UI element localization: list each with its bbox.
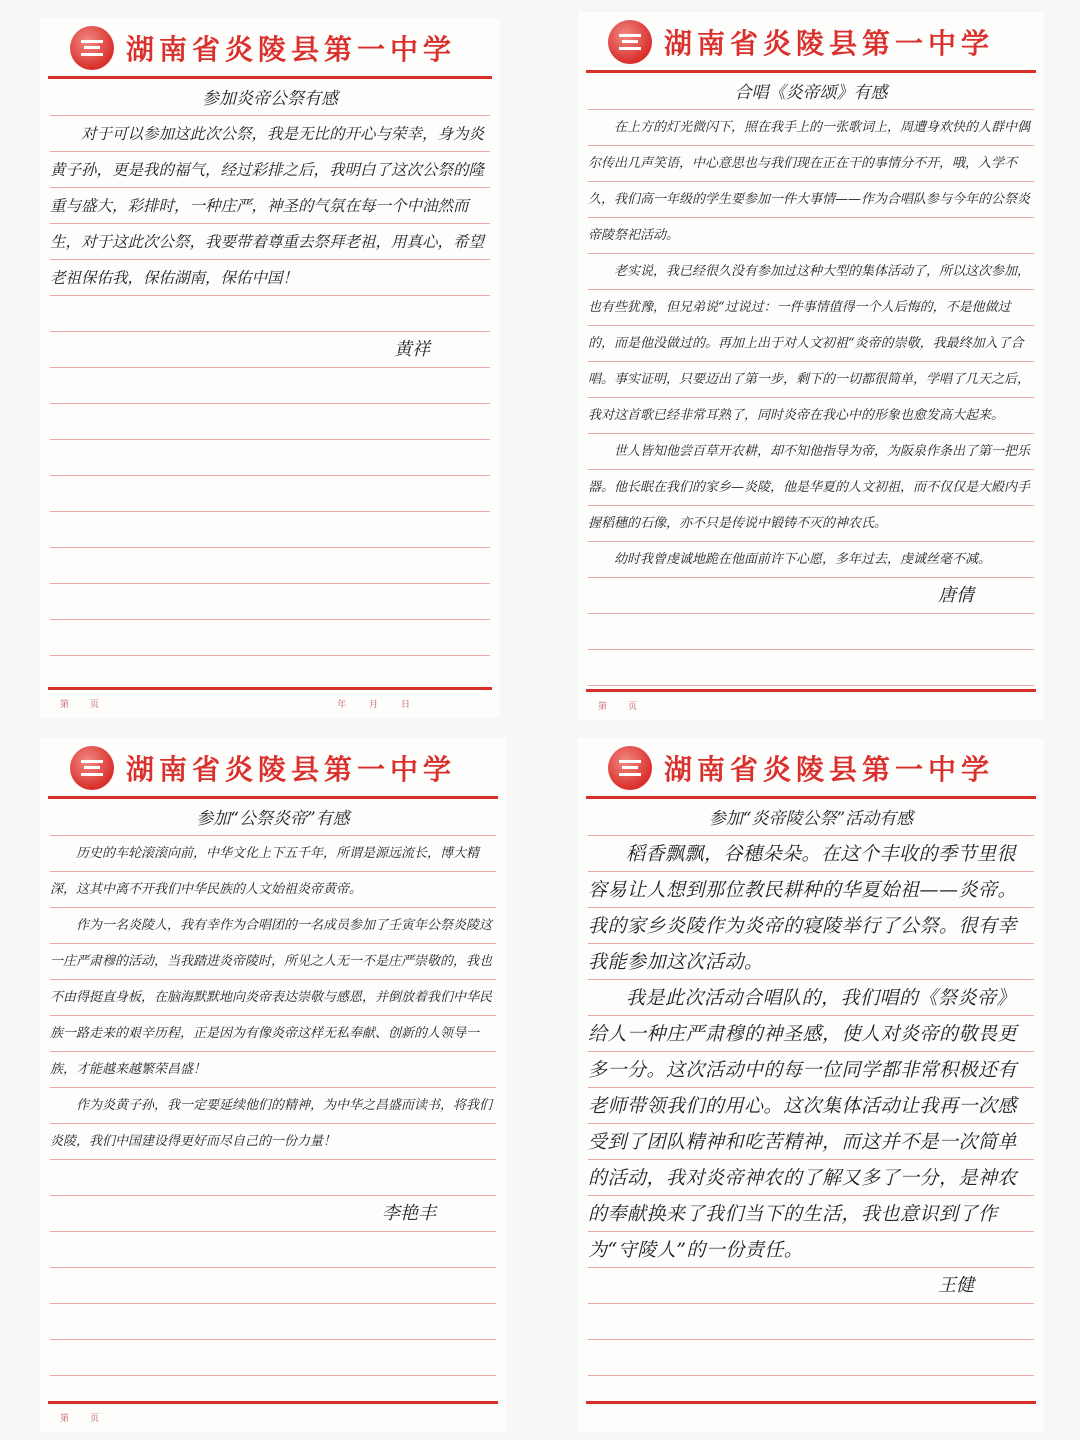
essay-paragraph: 我是此次活动合唱队的，我们唱的《祭炎帝》给人一种庄严肃穆的神圣感，使人对炎帝的敬畏更多一分。这次活动中的每一位同学都非常积极还有老师带领我们的用心。这次集体活动让我再一次感受到了团队精神和吃苦精神，而这并不是一次简单的活动，我对炎帝神农的了解又多了一分，是神农的奉献换来了我们当下的生活，我也意识到了作为“守陵人”的一份责任。 — [588, 987, 1018, 1261]
school-name: 湖南省炎陵县第一中学 — [664, 753, 995, 786]
school-name: 湖南省炎陵县第一中学 — [126, 33, 457, 66]
page-number-label: 第 页 — [598, 702, 644, 712]
essay-title: 参加“炎帝陵公祭”活动有感 — [708, 809, 914, 829]
essay-body — [50, 80, 490, 686]
school-name: 湖南省炎陵县第一中学 — [664, 27, 995, 60]
header-divider — [48, 796, 498, 799]
essay-body — [588, 74, 1034, 688]
footer-divider — [586, 689, 1036, 692]
essay-signature: 唐倩 — [938, 585, 974, 606]
essay-page-2 — [578, 12, 1044, 720]
essay-paragraph: 世人皆知他尝百草开农耕，却不知他指导为帝，为阪泉作条出了第一把乐器。他长眠在我们的家乡—炎陵，他是华夏的人文初祖，而不仅仅是大殿内手握稻穗的石像，亦不只是传说中锻铸不灭的神农氏。 — [588, 444, 1031, 531]
header-divider — [586, 70, 1036, 73]
page-number-label: 第 页 — [60, 700, 106, 710]
essay-signature: 黄祥 — [394, 339, 430, 360]
date-label: 年 月 日 — [337, 700, 420, 710]
footer-divider — [48, 1401, 498, 1404]
footer-divider — [48, 687, 492, 690]
school-logo-icon — [70, 746, 114, 790]
essay-page-3 — [40, 738, 506, 1432]
essay-body — [588, 800, 1034, 1400]
essay-page-4 — [578, 738, 1044, 1432]
essay-title: 参加“公祭炎帝”有感 — [196, 809, 350, 829]
header-divider — [586, 796, 1036, 799]
essay-paragraph: 在上方的灯光微闪下，照在我手上的一张歌词上，周遭身欢快的人群中偶尔传出几声笑语，中心意思也与我们现在正在干的事情分不开，哦，入学不久，我们高一年级的学生要参加一件大事情——作为合唱队参与今年的公祭炎帝陵祭祀活动。 — [588, 120, 1031, 243]
school-logo-icon — [70, 26, 114, 70]
page-header — [40, 738, 506, 800]
page-header — [578, 12, 1044, 74]
essay-body — [50, 800, 496, 1400]
essay-signature: 王健 — [938, 1275, 974, 1296]
page-header — [578, 738, 1044, 800]
school-logo-icon — [608, 20, 652, 64]
header-divider — [48, 76, 492, 79]
essay-page-1 — [40, 18, 500, 718]
school-logo-icon — [608, 746, 652, 790]
footer-divider — [586, 1401, 1036, 1404]
page-number-label: 第 页 — [60, 1414, 106, 1424]
page-header — [40, 18, 500, 80]
school-name: 湖南省炎陵县第一中学 — [126, 753, 457, 786]
essay-paragraph: 历史的车轮滚滚向前，中华文化上下五千年，所谓是源远流长，博大精深，这其中离不开我们中华民族的人文始祖炎帝黄帝。 — [50, 846, 480, 897]
essay-paragraph: 作为炎黄子孙，我一定要延续他们的精神，为中华之昌盛而读书，将我们炎陵，我们中国建设得更好而尽自己的一份力量！ — [50, 1098, 493, 1149]
essay-signature: 李艳丰 — [382, 1203, 436, 1224]
essay-paragraph: 作为一名炎陵人，我有幸作为合唱团的一名成员参加了壬寅年公祭炎陵这一庄严肃穆的活动，当我踏进炎帝陵时，所见之人无一不是庄严崇敬的，我也不由得挺直身板，在脑海默默地向炎帝表达崇敬与感恩，并倒放着我们中华民族一路走来的艰辛历程，正是因为有像炎帝这样无私奉献、创新的人领导一族，才能越来越繁荣昌盛！ — [50, 918, 493, 1077]
essay-paragraph: 幼时我曾虔诚地跪在他面前许下心愿，多年过去，虔诚丝毫不减。 — [614, 552, 992, 567]
essay-paragraph: 稻香飘飘，谷穗朵朵。在这个丰收的季节里很容易让人想到那位教民耕种的华夏始祖——炎帝。我的家乡炎陵作为炎帝的寝陵举行了公祭。很有幸我能参加这次活动。 — [588, 843, 1018, 973]
essay-title: 参加炎帝公祭有感 — [202, 89, 338, 109]
essay-title: 合唱《炎帝颂》有感 — [734, 83, 888, 103]
essay-paragraph: 老实说，我已经很久没有参加过这种大型的集体活动了，所以这次参加，也有些犹豫，但兄弟说“过说过：一件事情值得一个人后悔的，不是他做过的，而是他没做过的。再加上出于对人文初祖“炎帝的崇敬，我最终加入了合唱。事实证明，只要迈出了第一步，剩下的一切都很简单，学唱了几天之后，我对这首歌已经非常耳熟了，同时炎帝在我心中的形象也愈发高大起来。 — [588, 264, 1031, 423]
essay-paragraph: 对于可以参加这此次公祭，我是无比的开心与荣幸，身为炎黄子孙，更是我的福气，经过彩排之后，我明白了这次公祭的隆重与盛大，彩排时，一种庄严，神圣的气氛在每一个中油然而生，对于这此次公祭，我要带着尊重去祭拜老祖，用真心，希望老祖保佑我，保佑湖南，保佑中国！ — [50, 125, 485, 287]
